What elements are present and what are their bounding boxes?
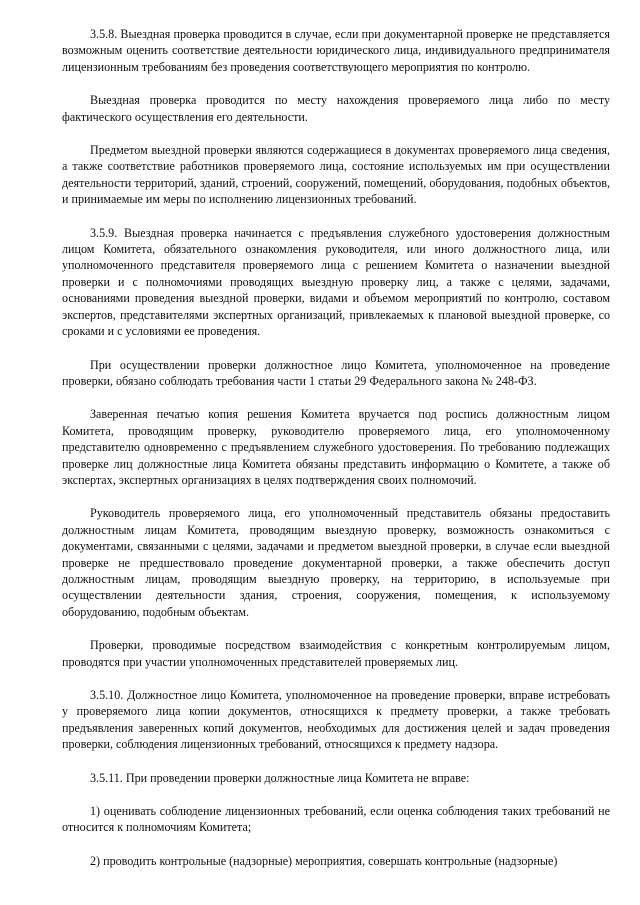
- paragraph-inspection-requirements: При осуществлении проверки должностное лицо Комитета, уполномоченное на проведение проверки, обязано соблюдать требования части 1 статьи 29 Федерального закона № 248-ФЗ.: [62, 357, 610, 388]
- paragraph-3-5-10: 3.5.10. Должностное лицо Комитета, уполномоченное на проведение проверки, вправе истребовать у проверяемого лица копии документов, относящихся к предмету проверки, а также требовать предъявления заверенных копий документов, необходимых для достижения целей и задач проведения проверки, соблюдения лицензионных требований, относящихся к предмету надзора.: [62, 688, 610, 752]
- paragraph-3-5-11: 3.5.11. При проведении проверки должностные лица Комитета не вправе:: [90, 770, 470, 785]
- document-page: [62, 26, 610, 886]
- paragraph-manager-obligations: Руководитель проверяемого лица, его уполномоченный представитель обязаны предоставить должностным лицам Комитета, проводящим выездную проверку, возможность ознакомиться с документами, связанными с целями, задачами и предметом выездной проверки, в случае если выездной проверке не предшествовало проведение документарной проверки, а также обеспечить доступ должностным лицам, проводящим выездную проверку, на территорию, в используемые при осуществлении деятельности здания, строения, сооружения, помещения, к используемому оборудованию, подобным объектам.: [62, 506, 610, 619]
- paragraph-decision-copy: Заверенная печатью копия решения Комитета вручается под роспись должностным лицом Комитета, проводящим проверку, руководителю проверяемого лица, его уполномоченному представителю одновременно с предъявлением служебного удостоверения. По требованию подлежащих проверке лиц должностные лица Комитета обязаны представить информацию о Комитете, а также об экспертах, экспертных организациях в целях подтверждения своих полномочий.: [62, 407, 610, 487]
- list-item-2: 2) проводить контрольные (надзорные) мероприятия, совершать контрольные (надзорные): [90, 853, 558, 868]
- list-item-1: 1) оценивать соблюдение лицензионных требований, если оценка соблюдения таких требований не относится к полномочиям Комитета;: [62, 804, 610, 835]
- paragraph-representatives: Проверки, проводимые посредством взаимодействия с конкретным контролируемым лицом, проводятся при участии уполномоченных представителей проверяемых лиц.: [62, 638, 610, 669]
- paragraph-inspection-location: Выездная проверка проводится по месту нахождения проверяемого лица либо по месту фактического осуществления его деятельности.: [62, 93, 610, 124]
- paragraph-3-5-9: 3.5.9. Выездная проверка начинается с предъявления служебного удостоверения должностным лицом Комитета, обязательного ознакомления руководителя, или иного должностного лица, или уполномоченного представителя проверяемого лица с решением Комитета о назначении выездной проверки и с полномочиями проводящих выездную проверку лиц, а также с целями, задачами, основаниями проведения выездной проверки, видами и объемом мероприятий по контролю, составом экспертов, представителями экспертных организаций, привлекаемых к плановой выездной проверке, со сроками и с условиями ее проведения.: [62, 225, 610, 339]
- paragraph-3-5-8: 3.5.8. Выездная проверка проводится в случае, если при документарной проверке не представляется возможным оценить соответствие деятельности юридического лица, индивидуального предпринимателя лицензионным требованиям без проведения соответствующего мероприятия по контролю.: [62, 27, 610, 74]
- paragraph-inspection-subject: Предметом выездной проверки являются содержащиеся в документах проверяемого лица сведения, а также соответствие работников проверяемого лица, состояние используемых им при осуществлении деятельности территорий, зданий, строений, сооружений, помещений, оборудования, подобных объектов, и принимаемые им меры по исполнению лицензионных требований.: [62, 143, 610, 207]
